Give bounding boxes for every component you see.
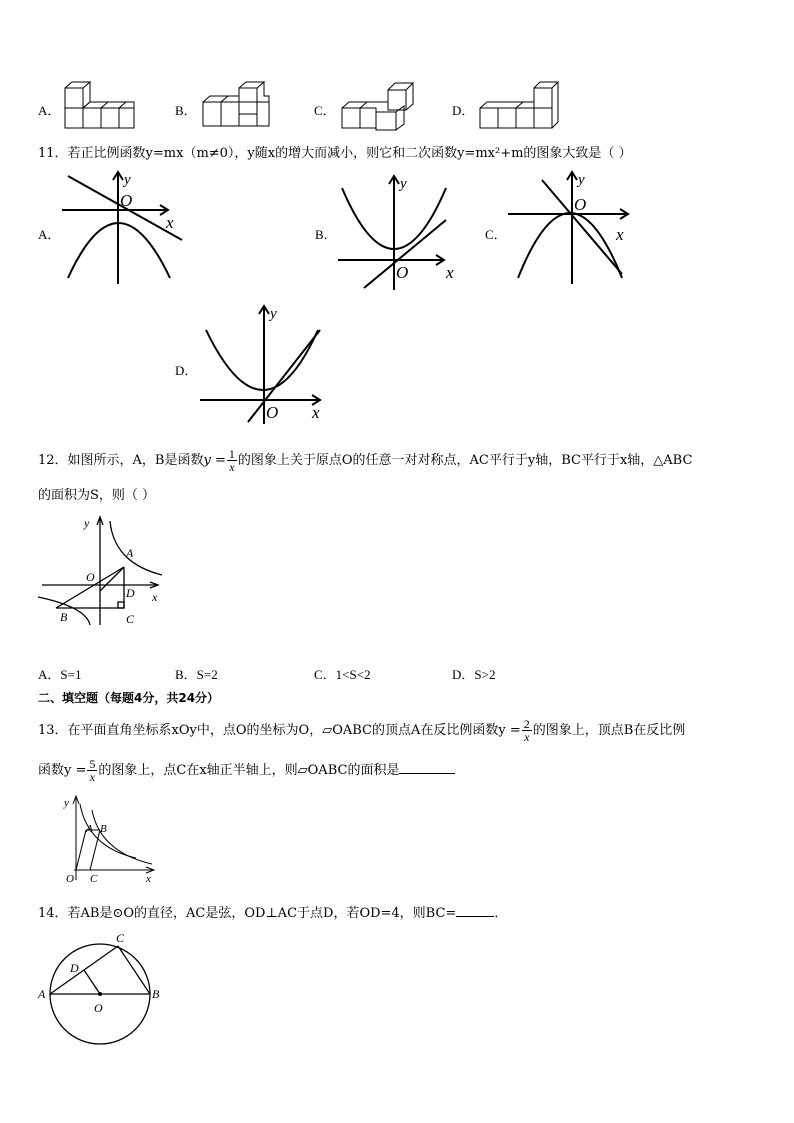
q12-frac-num: 1 <box>228 447 235 461</box>
q14-fig-c: C <box>116 931 125 945</box>
q11-graph-a <box>58 168 188 286</box>
q11-b-origin-label: O <box>396 263 409 282</box>
q13-fig-c: C <box>90 873 98 884</box>
q12-choice-a: A．S=1 <box>38 667 82 682</box>
q14-fig-a: A <box>38 987 46 1001</box>
q13-text-c: 函数y = <box>38 763 87 778</box>
q11-option-b-label: B． <box>315 227 337 242</box>
q13-stem-line1 <box>38 718 685 744</box>
q13-frac2-den: x <box>89 770 96 784</box>
q14-stem <box>38 904 507 922</box>
q14-fig-o: O <box>94 1001 103 1015</box>
q10-option-c-label: C． <box>314 103 336 118</box>
q14-text-a: 若AB是⊙O的直径，AC是弦，OD⊥AC于点D，若OD=4，则BC= <box>67 906 457 921</box>
q13-text-a: 在平面直角坐标系xOy中，点O的坐标为O，▱OABC的顶点A在反比例函数y = <box>67 723 521 738</box>
q10-option-a-label: A． <box>38 103 61 118</box>
q12-text-b: 的图象上关于原点O的任意一对对称点，AC平行于y轴，BC平行于x轴，△ABC <box>237 453 693 468</box>
q13-fig-y: y <box>64 797 69 809</box>
q12-fig-a: A <box>126 546 134 560</box>
q13-stem-line2 <box>38 758 455 784</box>
q11-b-y-label: y <box>400 176 407 192</box>
q11-a-x-label: x <box>166 213 174 232</box>
q10-option-a-figure <box>60 78 140 133</box>
section2-heading: 二、填空题（每题4分，共24分） <box>38 691 220 705</box>
q14-text-end: ． <box>494 906 508 921</box>
q12-fig-b: B <box>60 610 68 624</box>
q12-stem-line1 <box>38 448 692 474</box>
q12-choice-c: C．1<S<2 <box>314 667 371 682</box>
q11-d-y-label: y <box>270 306 277 322</box>
q14-figure <box>34 930 168 1050</box>
q11-option-c-label: C． <box>485 227 507 242</box>
q11-graph-c <box>504 168 639 286</box>
q12-fig-y: y <box>84 516 90 530</box>
q12-func-lhs: y = <box>203 453 226 468</box>
q11-b-x-label: x <box>446 263 454 282</box>
q12-number: 12． <box>38 453 68 468</box>
q11-d-origin-label: O <box>266 403 279 422</box>
q13-fig-x: x <box>146 873 151 884</box>
q10-option-b-figure <box>198 80 278 132</box>
q13-fig-b: B <box>100 823 107 835</box>
q13-fig-o: O <box>66 873 74 884</box>
q13-fig-a: A <box>86 823 93 835</box>
q11-a-y-label: y <box>124 172 131 188</box>
q12-fig-c: C <box>126 612 135 626</box>
q13-frac2-num: 5 <box>89 757 96 771</box>
q11-a-origin-label: O <box>120 191 133 210</box>
q11-d-x-label: x <box>312 403 320 422</box>
q12-choice-d: D．S>2 <box>452 667 496 682</box>
q14-fig-d: D <box>70 961 79 975</box>
q12-text-a: 如图所示，A，B是函数 <box>67 453 204 468</box>
q14-fig-b: B <box>152 987 160 1001</box>
q12-stem-line2: 的面积为S，则（ ） <box>38 488 156 503</box>
q11-c-origin-label: O <box>574 195 587 214</box>
q10-option-d-label: D． <box>452 103 475 118</box>
q10-option-c-figure <box>338 78 418 133</box>
q12-fig-x: x <box>152 590 158 604</box>
q12-choice-b: B．S=2 <box>175 667 218 682</box>
q12-fraction <box>227 448 237 473</box>
q13-fraction-2 <box>87 758 97 783</box>
q13-figure <box>48 792 160 884</box>
q11-graph-b <box>334 170 464 292</box>
q11-stem <box>38 146 632 162</box>
q14-answer-blank[interactable] <box>456 904 494 917</box>
q11-number: 11． <box>38 146 68 161</box>
q10-option-d-figure <box>476 76 561 133</box>
q13-fraction-1 <box>522 718 532 743</box>
q12-figure <box>36 515 168 630</box>
q11-text: 若正比例函数y=mx（m≠0），y随x的增大而减小，则它和二次函数y=mx²+m的图象大致是（ ） <box>67 146 632 161</box>
q11-c-y-label: y <box>578 172 585 188</box>
q13-frac1-den: x <box>524 730 530 744</box>
q14-number: 14． <box>38 906 68 921</box>
q11-c-x-label: x <box>616 225 624 244</box>
q13-answer-blank[interactable] <box>399 761 455 774</box>
q12-fig-d: D <box>126 586 135 600</box>
q13-text-b: 的图象上，顶点B在反比例 <box>532 723 686 738</box>
q11-option-a-label: A． <box>38 227 61 242</box>
q13-text-d: 的图象上，点C在x轴正半轴上，则▱OABC的面积是 <box>98 763 400 778</box>
q11-option-d-label: D． <box>175 363 198 378</box>
q13-frac1-num: 2 <box>523 717 530 731</box>
q13-number: 13． <box>38 723 68 738</box>
q12-frac-den: x <box>229 460 235 474</box>
q12-fig-o: O <box>86 570 95 584</box>
q10-option-b-label: B． <box>175 103 197 118</box>
q11-graph-d <box>196 300 336 426</box>
